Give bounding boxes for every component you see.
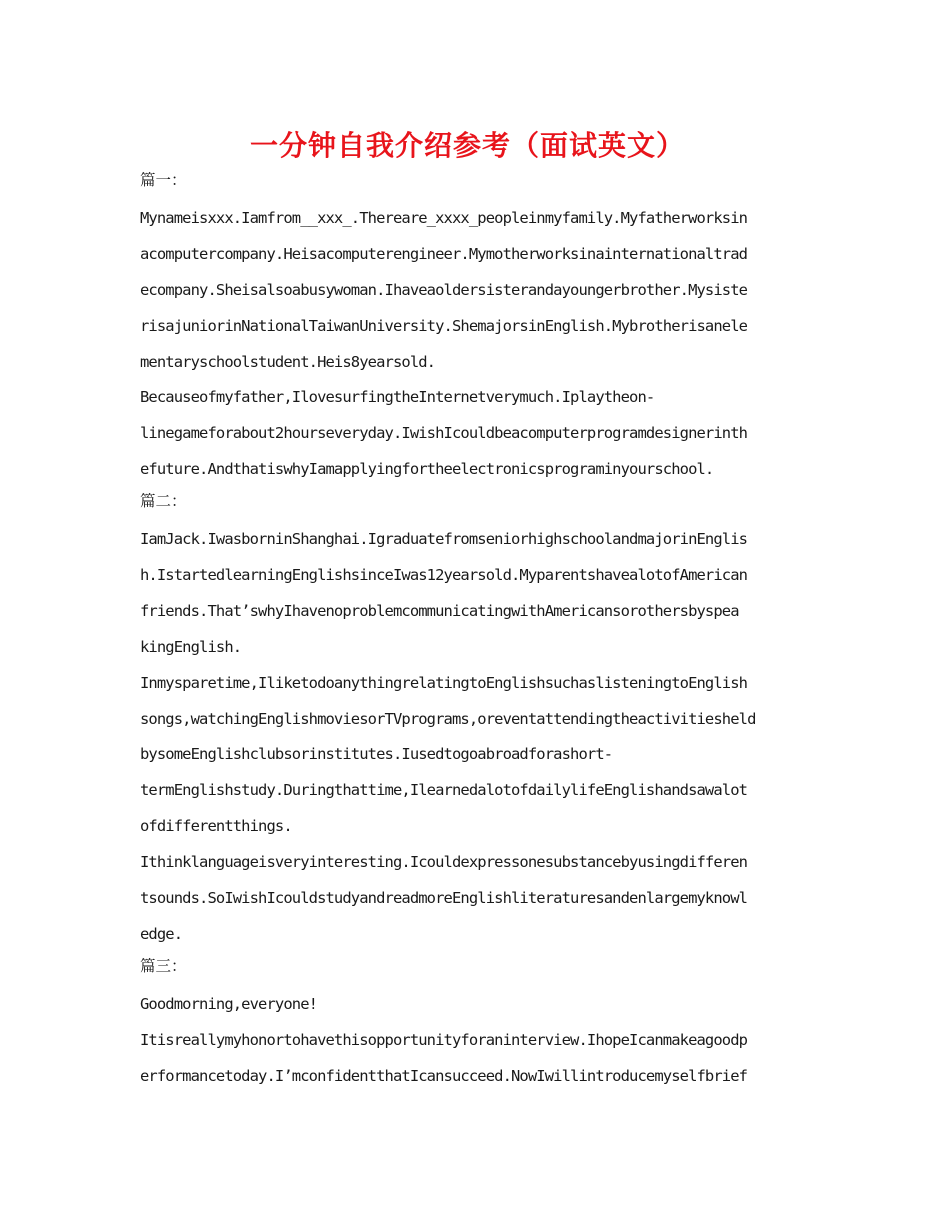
paragraph-line: Goodmorning,everyone! xyxy=(140,994,318,1013)
section-heading-2: 篇二： xyxy=(140,492,187,511)
section-heading-1: 篇一： xyxy=(140,171,187,189)
paragraph-line: h.IstartedlearningEnglishsinceIwas12yearsold.MyparentshavealotofAmerican xyxy=(140,566,748,585)
paragraph-line: songs,watchingEnglishmoviesorTVprograms,oreventattendingtheactivitiesheld xyxy=(140,709,756,728)
paragraph-line: efuture.AndthatiswhyIamapplyingfortheelectronicsprograminyourschool. xyxy=(140,460,714,479)
paragraph-line: ofdifferentthings. xyxy=(140,817,292,836)
paragraph-line: risajuniorinNationalTaiwanUniversity.ShemajorsinEnglish.Mybrotherisanele xyxy=(140,316,748,335)
paragraph-line: kingEnglish. xyxy=(140,637,242,656)
paragraph-line: termEnglishstudy.Duringthattime,IlearnedalotofdailylifeEnglishandsawalot xyxy=(140,781,748,800)
paragraph-line: bysomeEnglishclubsorinstitutes.Iusedtogoabroadforashort- xyxy=(140,745,613,764)
paragraph-line: acomputercompany.Heisacomputerengineer.Mymotherworksinainternationaltrad xyxy=(140,244,748,263)
paragraph-line: Itisreallymyhonortohavethisopportunityforaninterview.IhopeIcanmakeagoodp xyxy=(140,1030,748,1049)
paragraph-line: Inmysparetime,IliketodoanythingrelatingtoEnglishsuchaslisteningtoEnglish xyxy=(140,673,748,692)
paragraph-line: erformancetoday.I’mconfidentthatIcansucceed.NowIwillintroducemyselfbrief xyxy=(140,1066,748,1085)
paragraph-line: linegameforabout2hourseveryday.IwishIcouldbeacomputerprogramdesignerinth xyxy=(140,424,748,443)
paragraph-line: Becauseofmyfather,IlovesurfingtheInternetverymuch.Iplaytheon- xyxy=(140,388,655,407)
paragraph-line: edge. xyxy=(140,924,183,943)
document-title: 一分钟自我介绍参考（面试英文） xyxy=(249,129,685,162)
paragraph-line: mentaryschoolstudent.Heis8yearsold. xyxy=(140,352,436,371)
paragraph-line: IamJack.IwasborninShanghai.IgraduatefromseniorhighschoolandmajorinEnglis xyxy=(140,530,748,549)
paragraph-line: tsounds.SoIwishIcouldstudyandreadmoreEnglishliteraturesandenlargemyknowl xyxy=(140,889,748,908)
section-heading-3: 篇三： xyxy=(140,956,187,975)
paragraph-line: Mynameisxxx.Iamfrom__xxx_.Thereare_xxxx_peopleinmyfamily.Myfatherworksin xyxy=(140,209,748,227)
paragraph-line: friends.That’swhyIhavenoproblemcommunicatingwithAmericansorothersbyspea xyxy=(140,601,739,620)
document-body xyxy=(140,167,820,1094)
paragraph-line: Ithinklanguageisveryinteresting.Icouldexpressonesubstancebyusingdifferen xyxy=(140,853,748,872)
paragraph-line: ecompany.Sheisalsoabusywoman.Ihaveaoldersisterandayoungerbrother.Mysiste xyxy=(140,280,748,299)
